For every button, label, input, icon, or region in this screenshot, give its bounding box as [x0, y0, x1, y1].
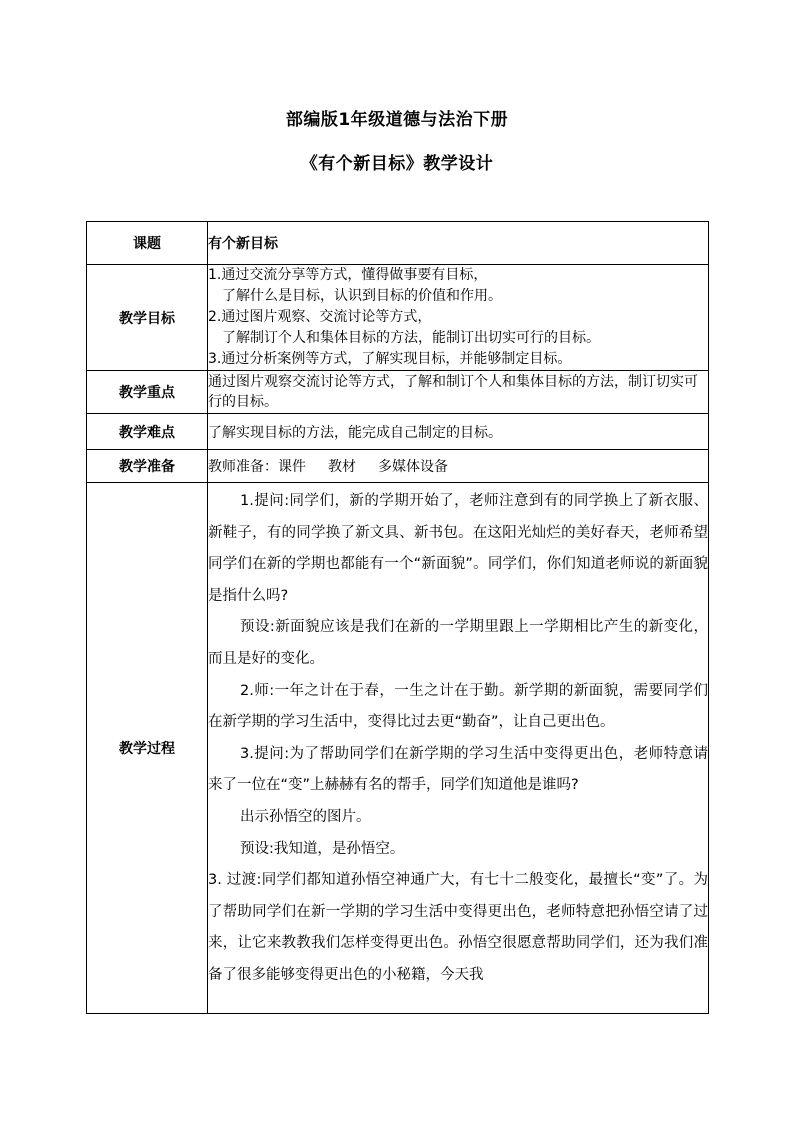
- goal-line: 3.通过分析案例等方式，了解实现目标，并能够制定目标。: [208, 351, 572, 367]
- preparation-value: [208, 450, 709, 483]
- table-row-topic: [87, 222, 709, 265]
- process-paragraph: 预设:新面貌应该是我们在新的一学期里跟上一学期相比产生的新变化，而且是好的变化。: [208, 619, 708, 667]
- preparation-item: 教材: [328, 459, 356, 475]
- process-paragraph: 预设:我知道，是孙悟空。: [240, 840, 405, 857]
- goal-line: 2.通过图片观察、交流讨论等方式，: [208, 309, 432, 325]
- goal-line: 了解什么是目标，认识到目标的价值和作用。: [222, 288, 502, 304]
- preparation-item: 教师准备：课件: [208, 459, 306, 475]
- table-row-preparation: [87, 450, 709, 483]
- preparation-item: 多媒体设备: [378, 459, 448, 475]
- table-row-process: [87, 483, 709, 1014]
- key-points-value: 通过图片观察交流讨论等方式，了解和制订个人和集体目标的方法，制订切实可行的目标。: [208, 371, 709, 414]
- process-label: 教学过程: [87, 483, 208, 1014]
- lesson-plan-table: [86, 221, 709, 1014]
- goal-line: 了解制订个人和集体目标的方法，能制订出切实可行的目标。: [222, 330, 600, 346]
- difficulties-label: 教学难点: [87, 414, 208, 450]
- document-subtitle: 《有个新目标》教学设计: [300, 154, 494, 174]
- difficulties-value: 了解实现目标的方法，能完成自己制定的目标。: [208, 414, 709, 450]
- table-row-key-points: [87, 371, 709, 414]
- process-paragraph: 出示孙悟空的图片。: [240, 808, 371, 825]
- key-points-label: 教学重点: [87, 371, 208, 414]
- preparation-label: 教学准备: [87, 450, 208, 483]
- table-row-goals: [87, 265, 709, 371]
- document-title: 部编版1年级道德与法治下册: [285, 110, 509, 130]
- table-row-difficulties: [87, 414, 709, 450]
- process-paragraph: 2.师:一年之计在于春，一生之计在于勤。新学期的新面貌，需要同学们在新学期的学习生活中，变得比过去更“勤奋”，让自己更出色。: [208, 682, 708, 731]
- topic-label: 课题: [87, 222, 208, 265]
- goals-label: 教学目标: [87, 265, 208, 371]
- goal-line: 1.通过交流分享等方式，懂得做事要有目标，: [208, 267, 488, 283]
- process-paragraph: 3.提问:为了帮助同学们在新学期的学习生活中变得更出色，老师特意请来了一位在“变”上赫赫有名的帮手，同学们知道他是谁吗?: [208, 745, 708, 794]
- process-value: [208, 483, 709, 1014]
- process-paragraph: 1.提问:同学们，新的学期开始了，老师注意到有的同学换上了新衣服、新鞋子，有的同学换了新文具、新书包。在这阳光灿烂的美好春天，老师希望同学们在新的学期也都能有一个“新面貌”。同学们，你们知道老师说的新面貌是指什么吗?: [208, 493, 708, 604]
- topic-value: 有个新目标: [208, 222, 709, 265]
- process-paragraph: 3. 过渡:同学们都知道孙悟空神通广大，有七十二般变化，最擅长“变”了。为了帮助同学们在新一学期的学习生活中变得更出色，老师特意把孙悟空请了过来，让它来教教我们怎样变得更出色。孙悟空很愿意帮助同学们，还为我们准备了很多能够变得更出色的小秘籍，今天我: [208, 872, 708, 983]
- goals-value: [208, 265, 709, 371]
